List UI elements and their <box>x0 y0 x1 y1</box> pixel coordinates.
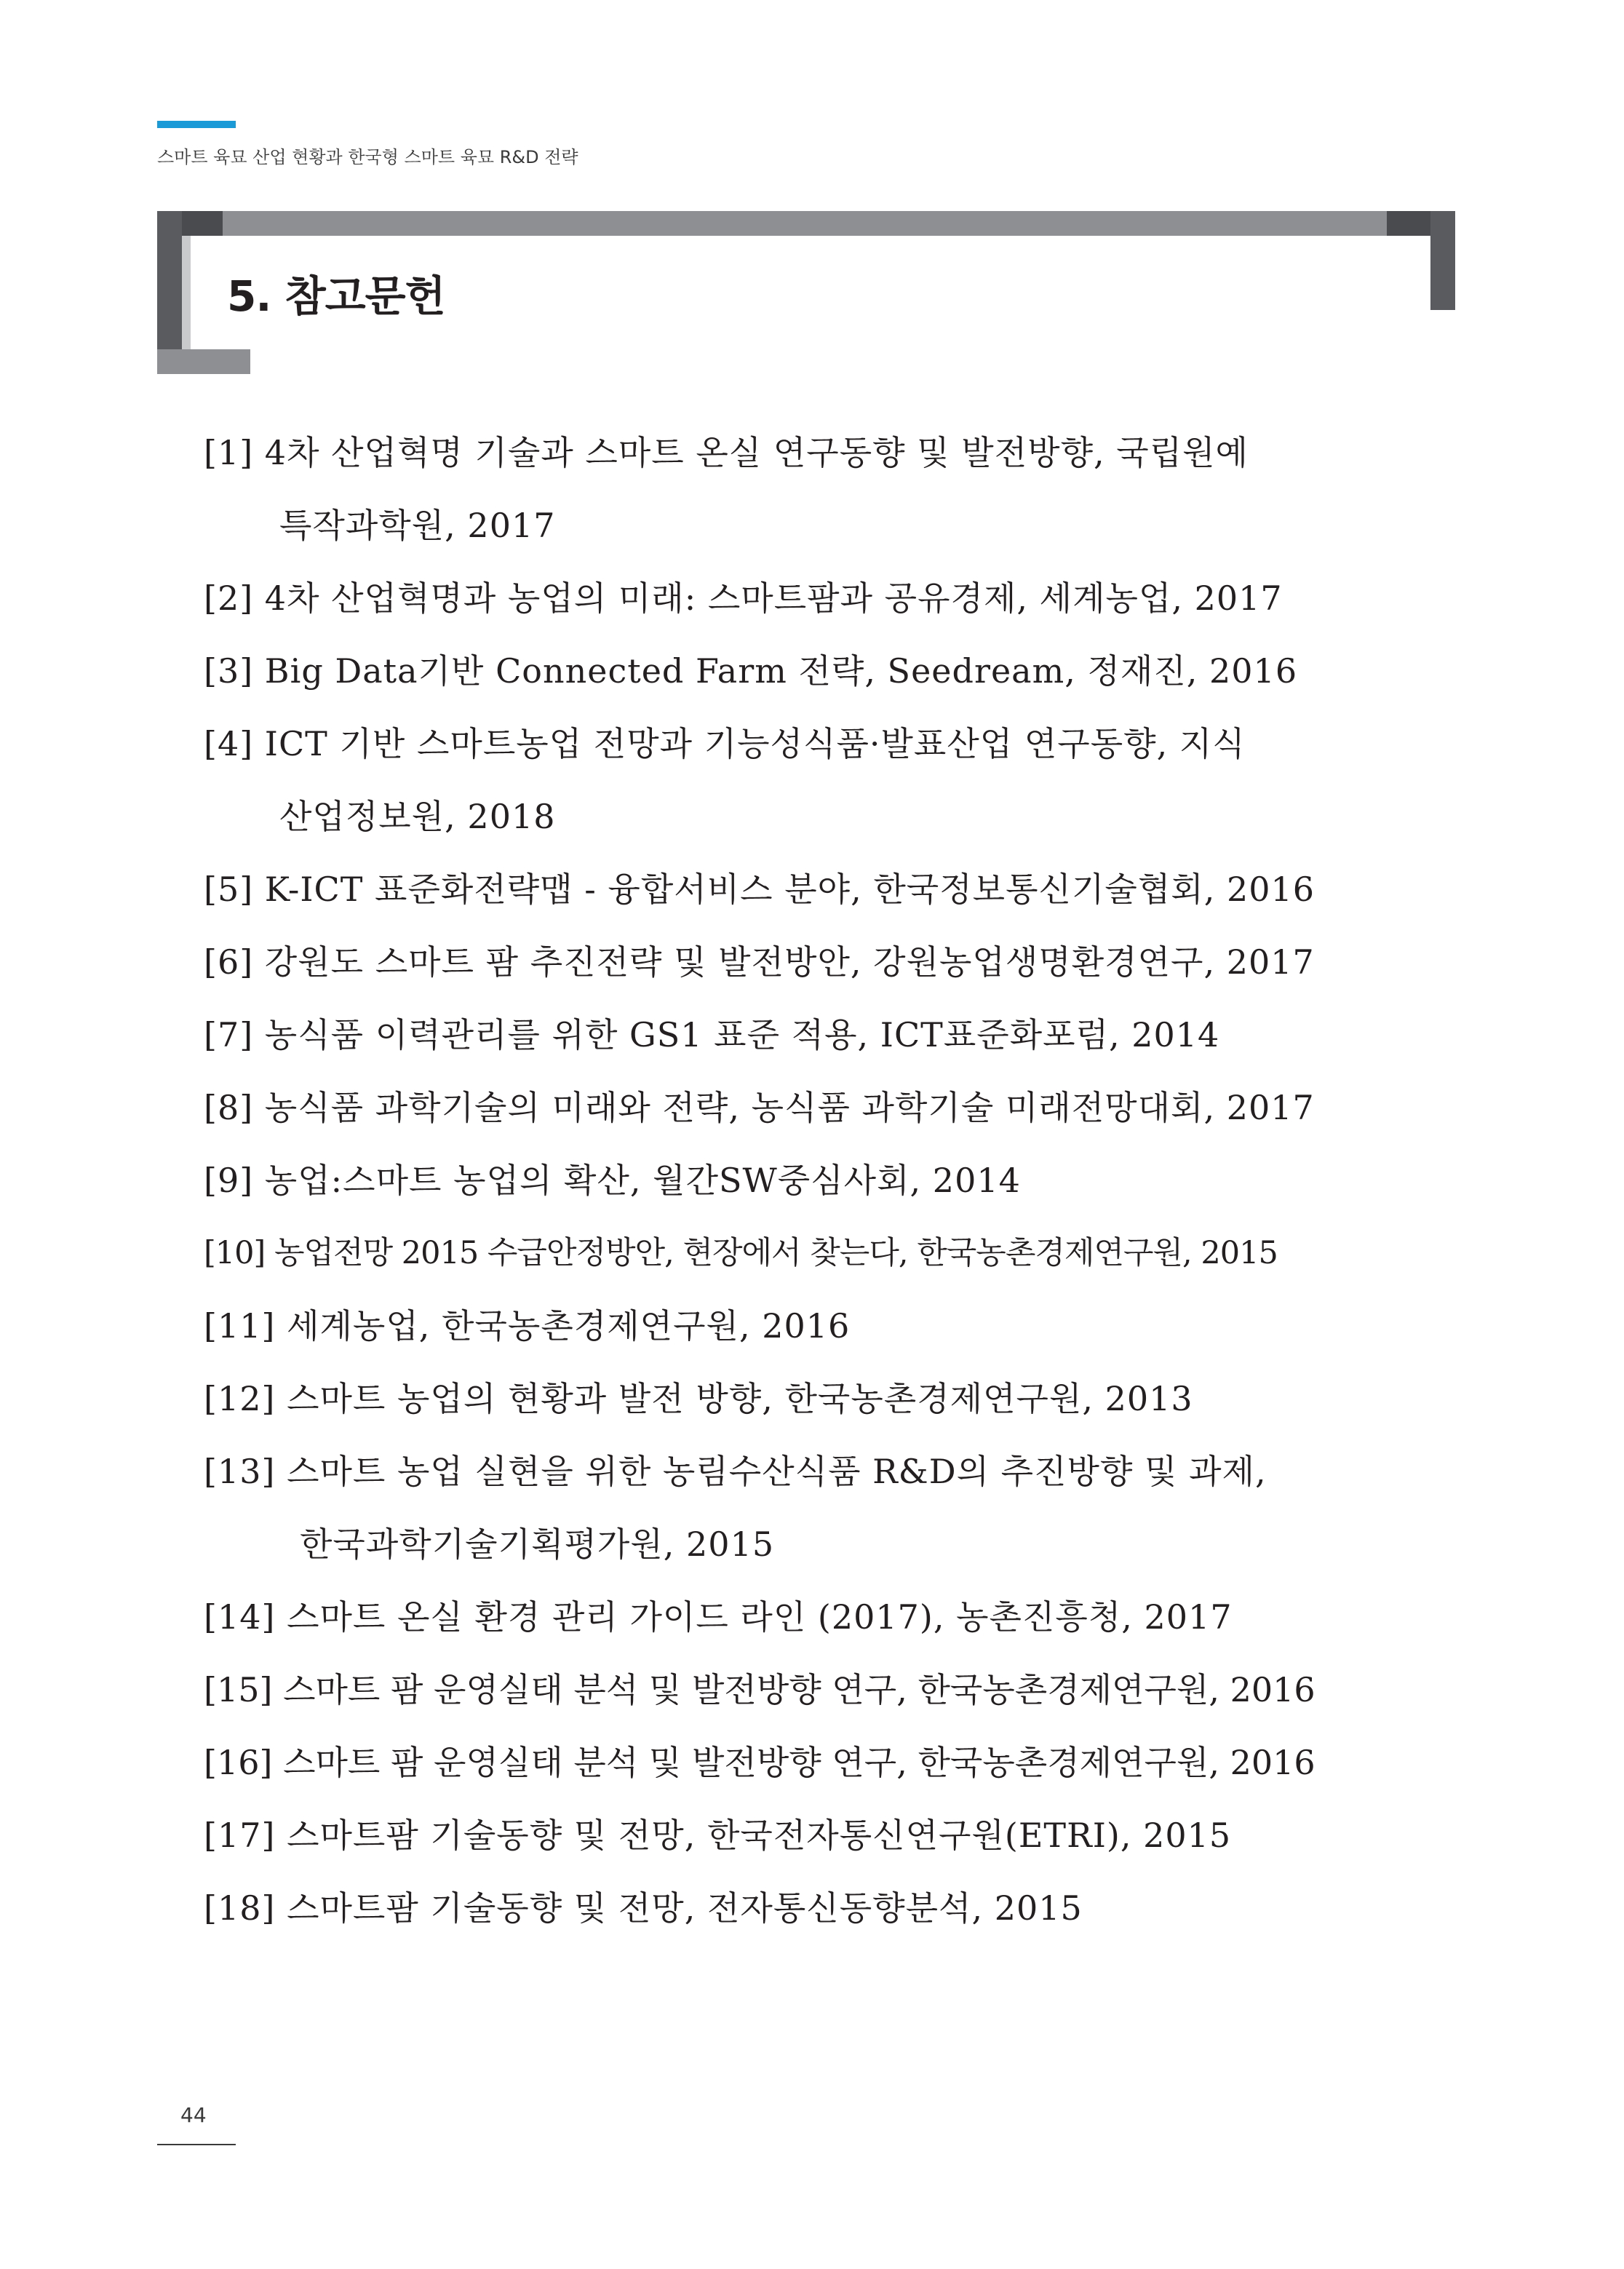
reference-item <box>204 1007 1441 1080</box>
reference-number: [17] <box>204 1816 276 1855</box>
reference-number: [12] <box>204 1379 276 1418</box>
reference-item <box>204 934 1441 1007</box>
reference-text: 농식품 과학기술의 미래와 전략, 농식품 과학기술 미래전망대회, 2017 <box>264 1088 1315 1127</box>
reference-item <box>204 1735 1441 1808</box>
reference-number: [8] <box>204 1088 254 1127</box>
reference-text: K-ICT 표준화전략맵 - 융합서비스 분야, 한국정보통신기술협회, 2016 <box>264 870 1315 909</box>
reference-text: ICT 기반 스마트농업 전망과 기능성식품·발표산업 연구동향, 지식 <box>264 724 1246 763</box>
reference-item <box>204 1080 1441 1153</box>
reference-number: [9] <box>204 1161 254 1200</box>
reference-number: [13] <box>204 1452 276 1491</box>
page-number: 44 <box>180 2103 207 2127</box>
reference-item <box>204 425 1441 498</box>
reference-number: [5] <box>204 870 254 909</box>
reference-item <box>204 1153 1441 1225</box>
reference-text: 세계농업, 한국농촌경제연구원, 2016 <box>287 1306 851 1346</box>
reference-text: 스마트 농업 실현을 위한 농림수산식품 R&D의 추진방향 및 과제, <box>287 1452 1267 1491</box>
reference-number: [6] <box>204 942 254 982</box>
reference-number: [3] <box>204 651 254 691</box>
reference-item <box>204 643 1441 716</box>
reference-continuation: 산업정보원, 2018 <box>279 797 556 836</box>
reference-item <box>204 716 1441 789</box>
reference-text: 농업:스마트 농업의 확산, 월간SW중심사회, 2014 <box>264 1161 1021 1200</box>
reference-text: 4차 산업혁명 기술과 스마트 온실 연구동향 및 발전방향, 국립원예 <box>264 433 1249 472</box>
reference-number: [16] <box>204 1743 273 1782</box>
reference-text: 스마트 온실 환경 관리 가이드 라인 (2017), 농촌진흥청, 2017 <box>287 1597 1233 1637</box>
reference-list <box>204 425 1441 1953</box>
reference-text: 농식품 이력관리를 위한 GS1 표준 적용, ICT표준화포럼, 2014 <box>264 1015 1220 1054</box>
reference-text: 스마트 팜 운영실태 분석 및 발전방향 연구, 한국농촌경제연구원, 2016 <box>283 1743 1315 1782</box>
reference-text: 4차 산업혁명과 농업의 미래: 스마트팜과 공유경제, 세계농업, 2017 <box>264 579 1283 618</box>
reference-item <box>204 1298 1441 1371</box>
frame-bottom-bar <box>157 349 250 374</box>
reference-text: 스마트팜 기술동향 및 전망, 전자통신동향분석, 2015 <box>287 1888 1083 1928</box>
reference-text: 스마트 팜 운영실태 분석 및 발전방향 연구, 한국농촌경제연구원, 2016 <box>283 1670 1315 1709</box>
reference-number: [14] <box>204 1597 276 1637</box>
reference-number: [1] <box>204 433 254 472</box>
reference-item <box>204 862 1441 934</box>
frame-inner-bevel <box>182 236 191 349</box>
reference-item <box>204 1662 1441 1735</box>
reference-item <box>204 1225 1441 1298</box>
reference-continuation: 한국과학기술기획평가원, 2015 <box>300 1525 775 1564</box>
reference-number: [11] <box>204 1306 276 1346</box>
running-header: 스마트 육묘 산업 현황과 한국형 스마트 육묘 R&D 전략 <box>157 147 578 167</box>
reference-item <box>204 1444 1441 1517</box>
reference-text: 스마트 농업의 현황과 발전 방향, 한국농촌경제연구원, 2013 <box>287 1379 1193 1418</box>
reference-number: [10] <box>204 1235 266 1271</box>
reference-number: [18] <box>204 1888 276 1928</box>
reference-text: 농업전망 2015 수급안정방안, 현장에서 찾는다, 한국농촌경제연구원, 2015 <box>274 1235 1278 1271</box>
page-number-rule <box>157 2144 236 2145</box>
section-title: 5. 참고문헌 <box>227 271 445 321</box>
reference-item <box>204 1371 1441 1444</box>
reference-continuation: 특작과학원, 2017 <box>279 506 556 545</box>
frame-top-bar <box>157 211 1455 236</box>
reference-text: 강원도 스마트 팜 추진전략 및 발전방안, 강원농업생명환경연구, 2017 <box>264 942 1315 982</box>
reference-number: [7] <box>204 1015 254 1054</box>
reference-item <box>204 1589 1441 1662</box>
reference-number: [2] <box>204 579 254 618</box>
reference-text: Big Data기반 Connected Farm 전략, Seedream, 정재진, 2016 <box>264 651 1298 691</box>
reference-text: 스마트팜 기술동향 및 전망, 한국전자통신연구원(ETRI), 2015 <box>287 1816 1232 1855</box>
header-accent-bar <box>157 121 236 128</box>
reference-item <box>204 1808 1441 1880</box>
reference-item <box>204 571 1441 643</box>
reference-number: [4] <box>204 724 254 763</box>
reference-item <box>204 1880 1441 1953</box>
reference-number: [15] <box>204 1670 273 1709</box>
frame-right-bar <box>1430 211 1455 310</box>
